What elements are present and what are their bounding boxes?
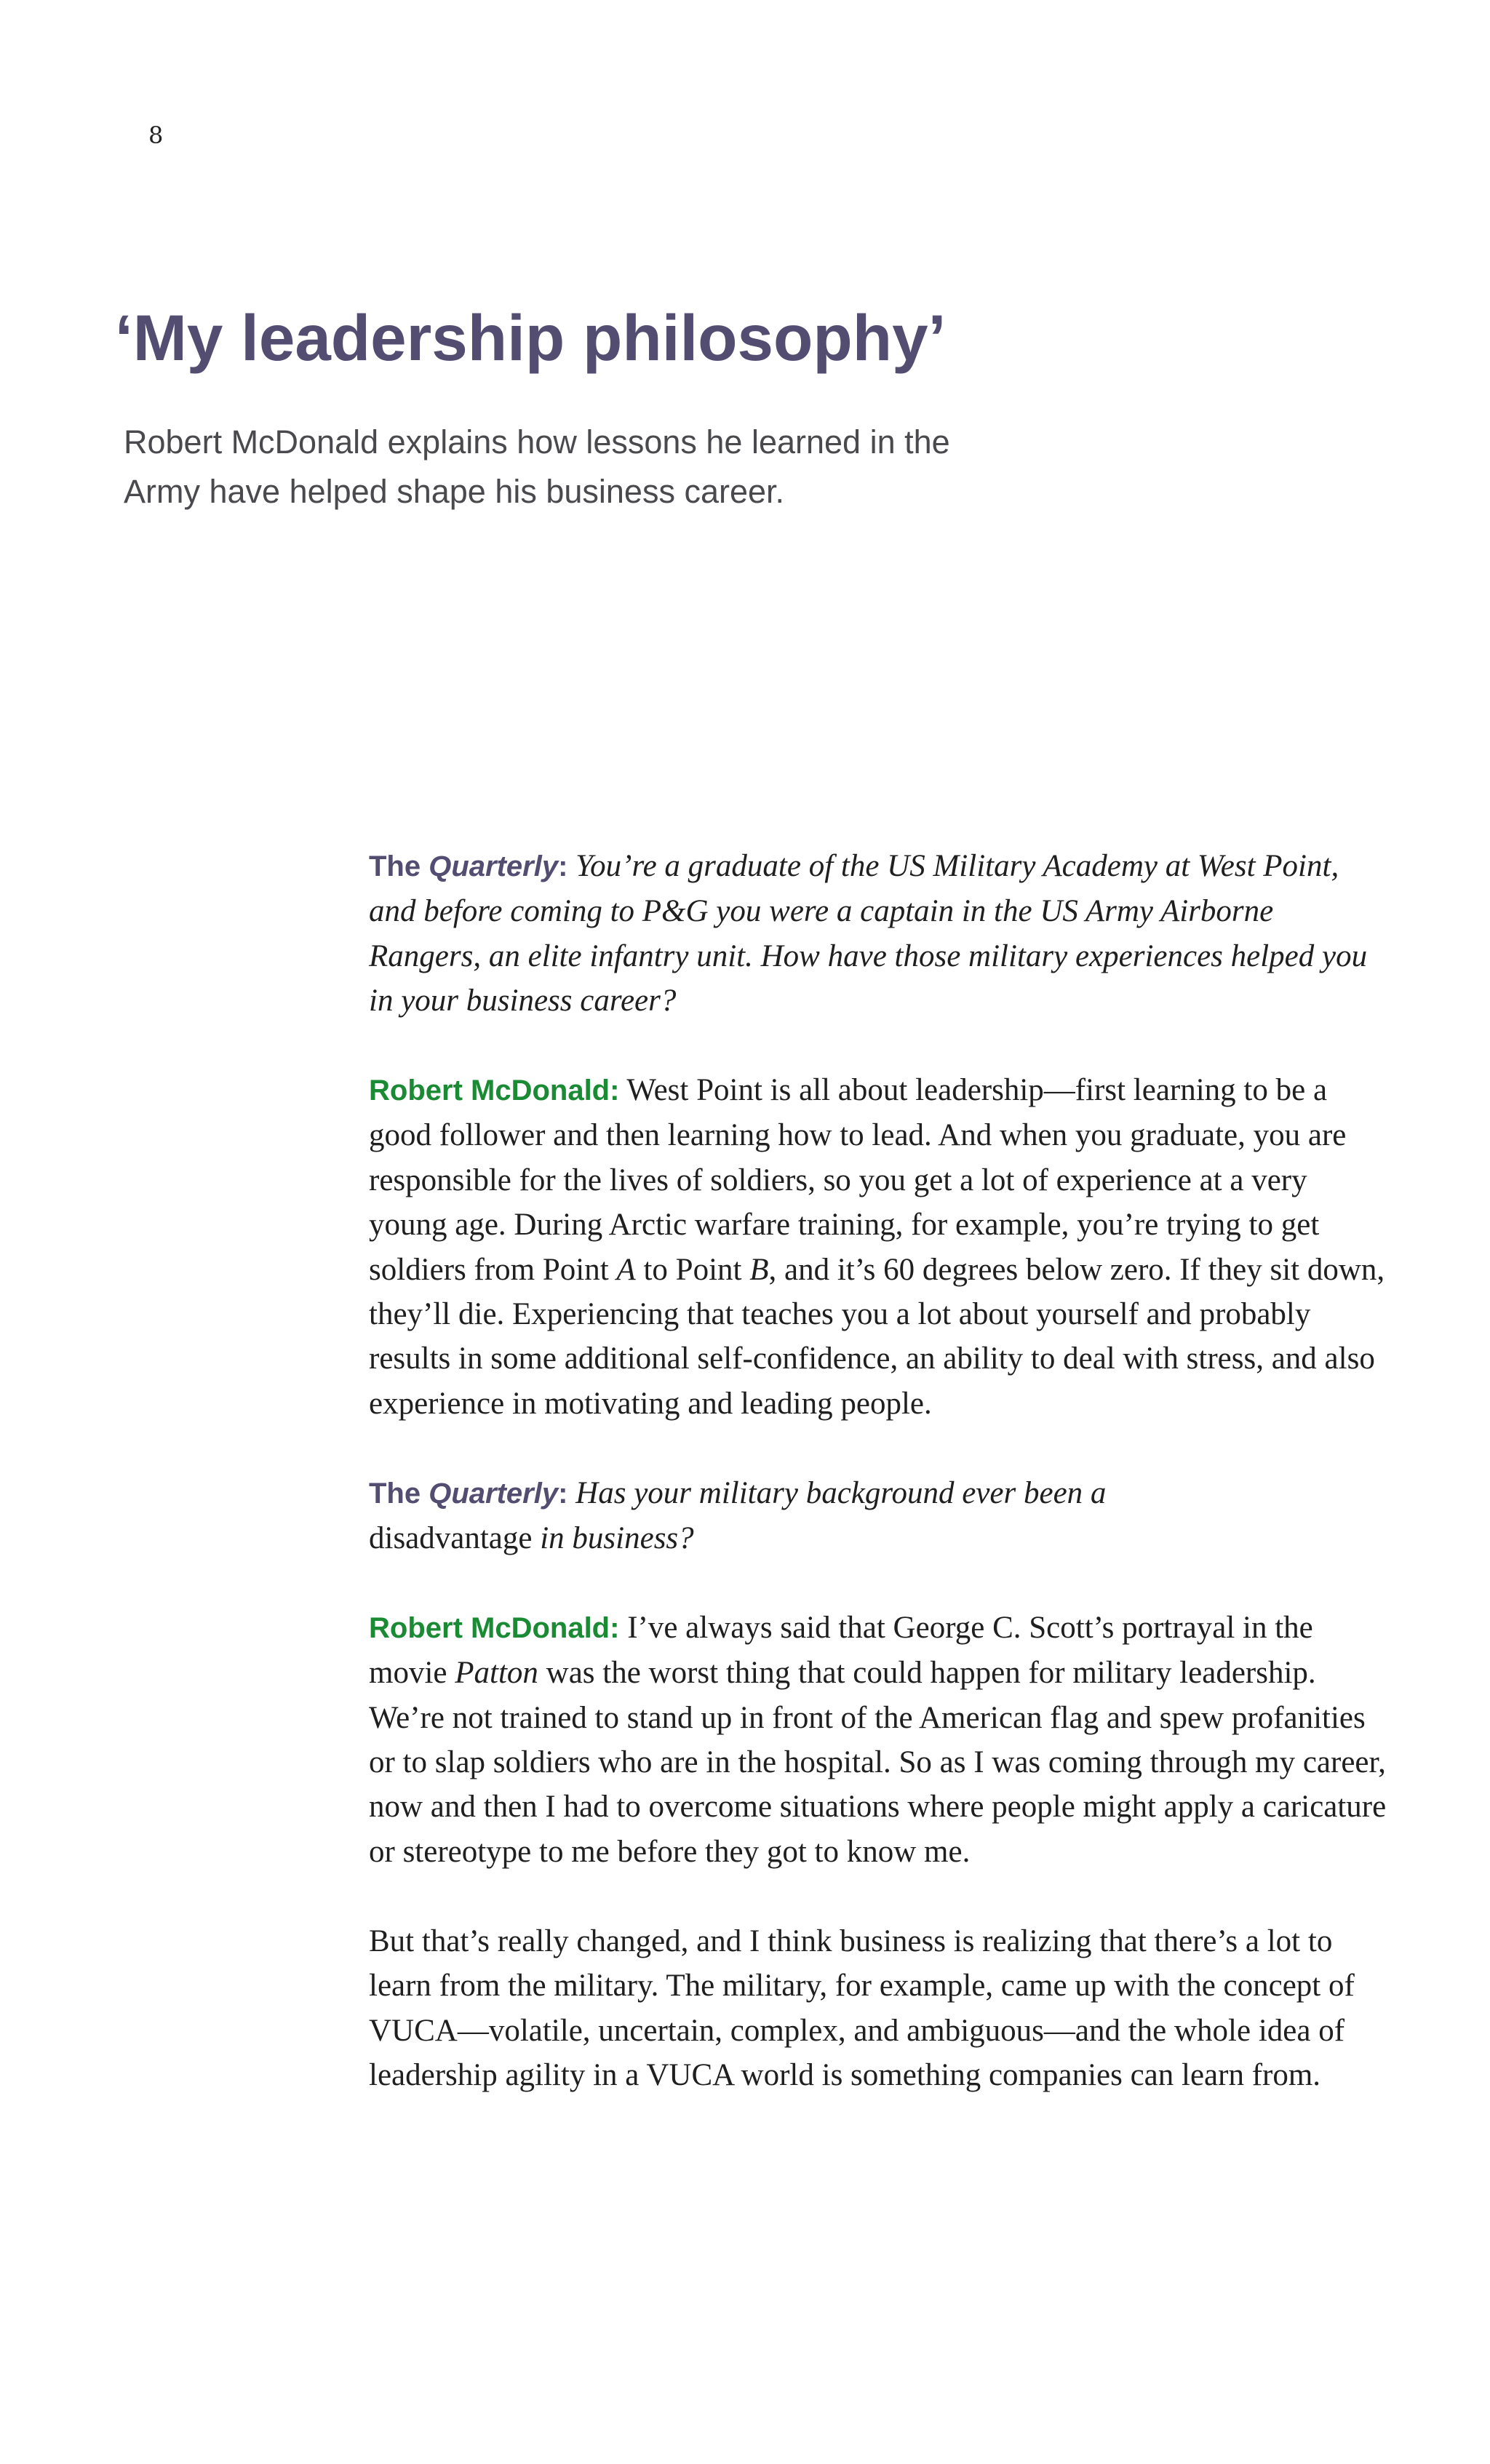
answer-text: , and it’s 60 degrees below zero. If they sit down, they’ll die. Experiencing that teaches you a lot about yourself and probably results in some additional self-confidence, an ability to deal with stress, and also experience in motivating and leading people. [369, 1252, 1385, 1421]
interviewer-label: The Quarterly: [369, 850, 568, 882]
answer-text: was the worst thing that could happen for military leadership. We’re not trained to stand up in front of the American flag and spew profanities or to slap soldiers who are in the hospital. So as I was coming through my career, now and then I had to overcome situations where people might apply a caricature or stereotype to me before they got to know me. [369, 1656, 1387, 1869]
movie-title: Patton [455, 1656, 538, 1691]
answer-text: to Point [635, 1252, 750, 1287]
question-1 [369, 844, 1387, 1024]
question-text: You’re a graduate of the US Military Academy at West Point, and before coming to P&G you were a captain in the US Army Airborne Rangers, an elite infantry unit. How have those military experiences helped you in your business career? [369, 849, 1368, 1018]
publication-name: Quarterly [429, 1477, 559, 1510]
answer-1 [369, 1068, 1387, 1426]
question-2 [369, 1471, 1387, 1561]
answer-2-continued [369, 1919, 1387, 2098]
publication-name: Quarterly [429, 850, 559, 882]
respondent-label: Robert McDonald: [369, 1611, 620, 1644]
point-b-label: B [749, 1252, 769, 1287]
answer-text: West Point is all about leadership—first learning to be a good follower and then learning how to lead. And when you graduate, you are responsible for the lives of soldiers, so you get a lot of experience at a very young age. During Arctic warfare training, for example, you’re trying to get soldiers from Point [369, 1073, 1347, 1287]
answer-2 [369, 1606, 1387, 1874]
page-title: ‘My leadership philosophy’ [115, 301, 947, 374]
question-text: in business? [540, 1521, 694, 1556]
respondent-label: Robert McDonald: [369, 1074, 620, 1107]
question-text: Has your military background ever been a [575, 1475, 1107, 1510]
question-text-roman: disadvantage [369, 1521, 533, 1556]
answer-text: But that’s really changed, and I think business is realizing that there’s a lot to learn from the military. The military, for example, came up with the concept of VUCA—volatile, uncertain, complex, and ambiguous—and the whole idea of leadership agility in a VUCA world is something companies can learn from. [369, 1923, 1355, 2092]
answer-text: I’ve always said that George C. Scott’s portrayal in the movie [369, 1610, 1313, 1691]
point-a-label: A [616, 1252, 636, 1287]
article-subtitle: Robert McDonald explains how lessons he learned in the Army have helped shape his business career. [124, 423, 950, 510]
interviewer-label: The Quarterly: [369, 1477, 568, 1510]
page-number: 8 [148, 121, 164, 149]
interview-body [369, 844, 1387, 2142]
